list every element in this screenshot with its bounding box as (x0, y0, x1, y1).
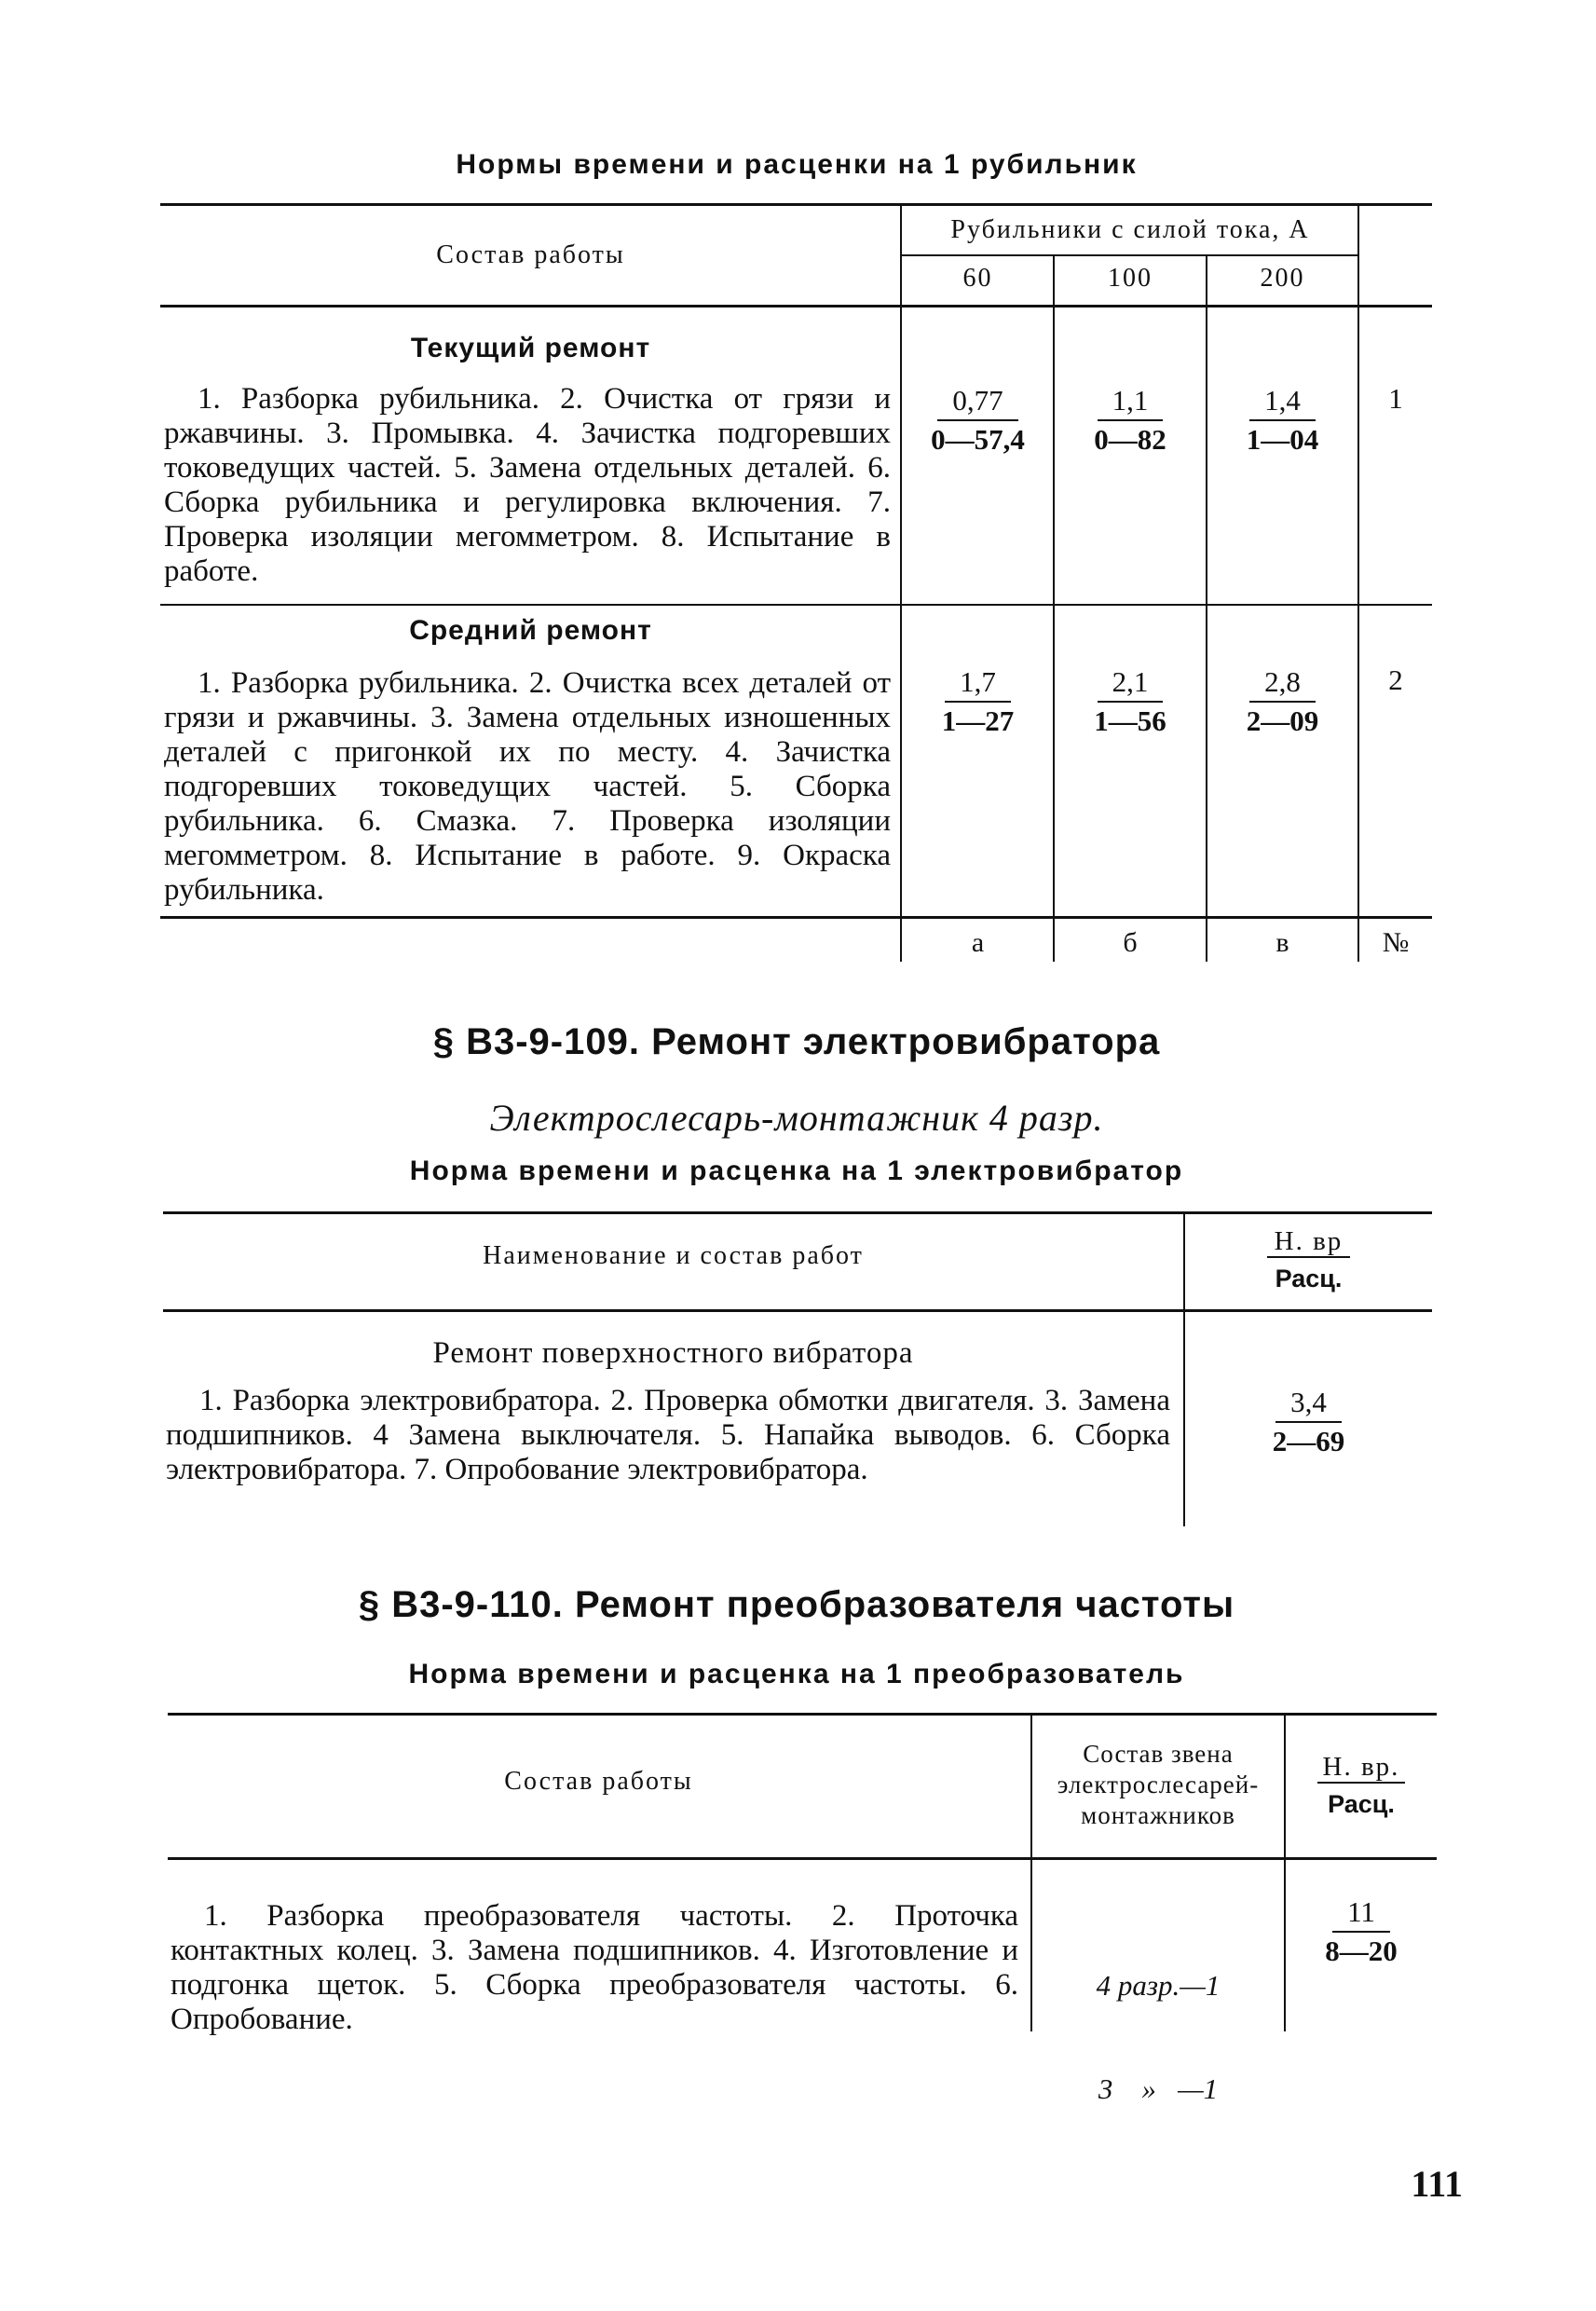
table3-col-work-header: Состав работы (504, 1767, 693, 1796)
table3-header-rule (168, 1857, 1437, 1860)
table1-current-100: 100 (1108, 264, 1153, 293)
table1-vline-4 (1357, 205, 1359, 962)
table1-current-200: 200 (1260, 264, 1305, 293)
section-110-caption: Норма времени и расценка на 1 преобразователь (408, 1659, 1185, 1689)
table1-row1-text: 1. Разборка рубильника. 2. Очистка от грязи и ржавчины. 3. Промывка. 4. Зачистка подгоревших токоведущих частей. 5. Замена отдельных деталей. 6. Сборка рубильника и регулировка включения. 7. Проверка изоляции мегомметром. 8. Испытание в работе. (164, 382, 891, 588)
norm-time: 2,1 (1098, 663, 1164, 703)
rate: 1—27 (941, 704, 1015, 737)
table2-header-rule (163, 1309, 1432, 1312)
page-number: 111 (1411, 2163, 1463, 2205)
norm-time: 0,77 (937, 382, 1017, 421)
section-109-worker: Электрослесарь-монтажник 4 разр. (489, 1097, 1104, 1139)
norm-time: 2,8 (1249, 663, 1316, 703)
crew-line-1: 4 разр.—1 (1096, 1969, 1221, 2002)
table1-header-rule (160, 305, 1432, 308)
rate-header: Расц. (1275, 1265, 1343, 1292)
table1-caption: Нормы времени и расценки на 1 рубильник (456, 149, 1138, 180)
table1-footer-a: а (971, 927, 985, 958)
table1-row1-value-100 (1054, 382, 1207, 458)
crew-header-line3: монтажников (1081, 1801, 1235, 1829)
table1-row1-title: Текущий ремонт (410, 333, 651, 363)
norm-time: 3,4 (1275, 1384, 1342, 1423)
section-109-caption: Норма времени и расценка на 1 электровибратор (409, 1156, 1184, 1186)
table1-header-subrule (902, 254, 1358, 256)
table1-row2-value-60 (902, 663, 1054, 740)
table3-row-text: 1. Разборка преобразователя частоты. 2. Проточка контактных колец. 3. Замена подшипников. 4. Изготовление и подгонка щеток. 5. Сборка преобразователя частоты. 6. Опробование. (171, 1899, 1018, 2036)
table1-row2-number: 2 (1388, 663, 1403, 696)
table1-row2-title: Средний ремонт (409, 615, 652, 646)
table1-col-group-header: Рубильники с силой тока, А (950, 215, 1310, 244)
table2-col-norm-header (1185, 1223, 1432, 1297)
crew-line-2: 3 » —1 (1098, 2072, 1219, 2105)
rate: 0—82 (1094, 423, 1166, 456)
table3-col-norm-header (1286, 1748, 1437, 1823)
norm-time: 1,7 (945, 663, 1011, 703)
norm-time: 1,1 (1098, 382, 1164, 421)
table1-current-60: 60 (962, 264, 993, 293)
table1-vline-1 (900, 205, 902, 962)
section-109-heading: § В3-9-109. Ремонт электровибратора (432, 1021, 1161, 1062)
section-110-heading: § В3-9-110. Ремонт преобразователя частоты (358, 1584, 1235, 1625)
table1-bottom-rule (160, 916, 1432, 919)
table1-row2-text: 1. Разборка рубильника. 2. Очистка всех деталей от грязи и ржавчины. 3. Замена отдельных изношенных деталей с пригонкой их по месту. 4. Зачистка подгоревших токоведущих частей. 5. Сборка рубильника. 6. Смазка. 7. Проверка изоляции мегомметром. 8. Испытание в работе. 9. Окраска рубильника. (164, 666, 891, 907)
table1-vline-2 (1053, 255, 1055, 962)
rate-header: Расц. (1328, 1790, 1395, 1818)
table3-vline-2 (1284, 1715, 1286, 2031)
rate: 1—56 (1094, 704, 1166, 737)
table2-row-text: 1. Разборка электровибратора. 2. Проверка обмотки двигателя. 3. Замена подшипников. 4 Замена выключателя. 5. Напайка выводов. 6. Сборка электровибратора. 7. Опробование электровибратора. (166, 1384, 1170, 1486)
norm-time-header: Н. вр. (1317, 1752, 1406, 1784)
norm-time: 11 (1332, 1894, 1390, 1933)
table1-footer-v: в (1275, 927, 1289, 958)
rate: 2—09 (1246, 704, 1319, 737)
table1-top-rule (160, 203, 1432, 206)
table2-row-value (1185, 1384, 1432, 1460)
table1-row-divider (160, 604, 1432, 606)
rate: 2—69 (1272, 1425, 1345, 1457)
table1-row1-number: 1 (1388, 382, 1403, 415)
table2-row-title: Ремонт поверхностного вибратора (432, 1336, 914, 1370)
table1-footer-number: № (1382, 927, 1410, 958)
table1-footer-b: б (1123, 927, 1138, 958)
table1-row1-value-60 (902, 382, 1054, 458)
crew-header-line1: Состав звена (1083, 1740, 1234, 1768)
rate: 0—57,4 (931, 423, 1025, 456)
table1-vline-3 (1206, 255, 1207, 962)
table3-col-crew-header (1032, 1739, 1284, 1831)
table1-row2-value-100 (1054, 663, 1207, 740)
table2-vline (1183, 1213, 1185, 1526)
rate: 1—04 (1246, 423, 1319, 456)
norm-time-header: Н. вр (1267, 1226, 1351, 1258)
table3-row-value (1286, 1894, 1437, 1970)
table1-row2-value-200 (1207, 663, 1358, 740)
table3-top-rule (168, 1713, 1437, 1716)
rate: 8—20 (1325, 1935, 1398, 1967)
table1-row1-value-200 (1207, 382, 1358, 458)
table3-row-crew (1032, 1899, 1284, 2140)
crew-header-line2: электрослесарей- (1057, 1771, 1260, 1798)
table2-col-work-header: Наименование и состав работ (483, 1241, 864, 1270)
table1-col-work-header: Состав работы (436, 240, 625, 269)
table2-top-rule (163, 1211, 1432, 1214)
norm-time: 1,4 (1249, 382, 1316, 421)
